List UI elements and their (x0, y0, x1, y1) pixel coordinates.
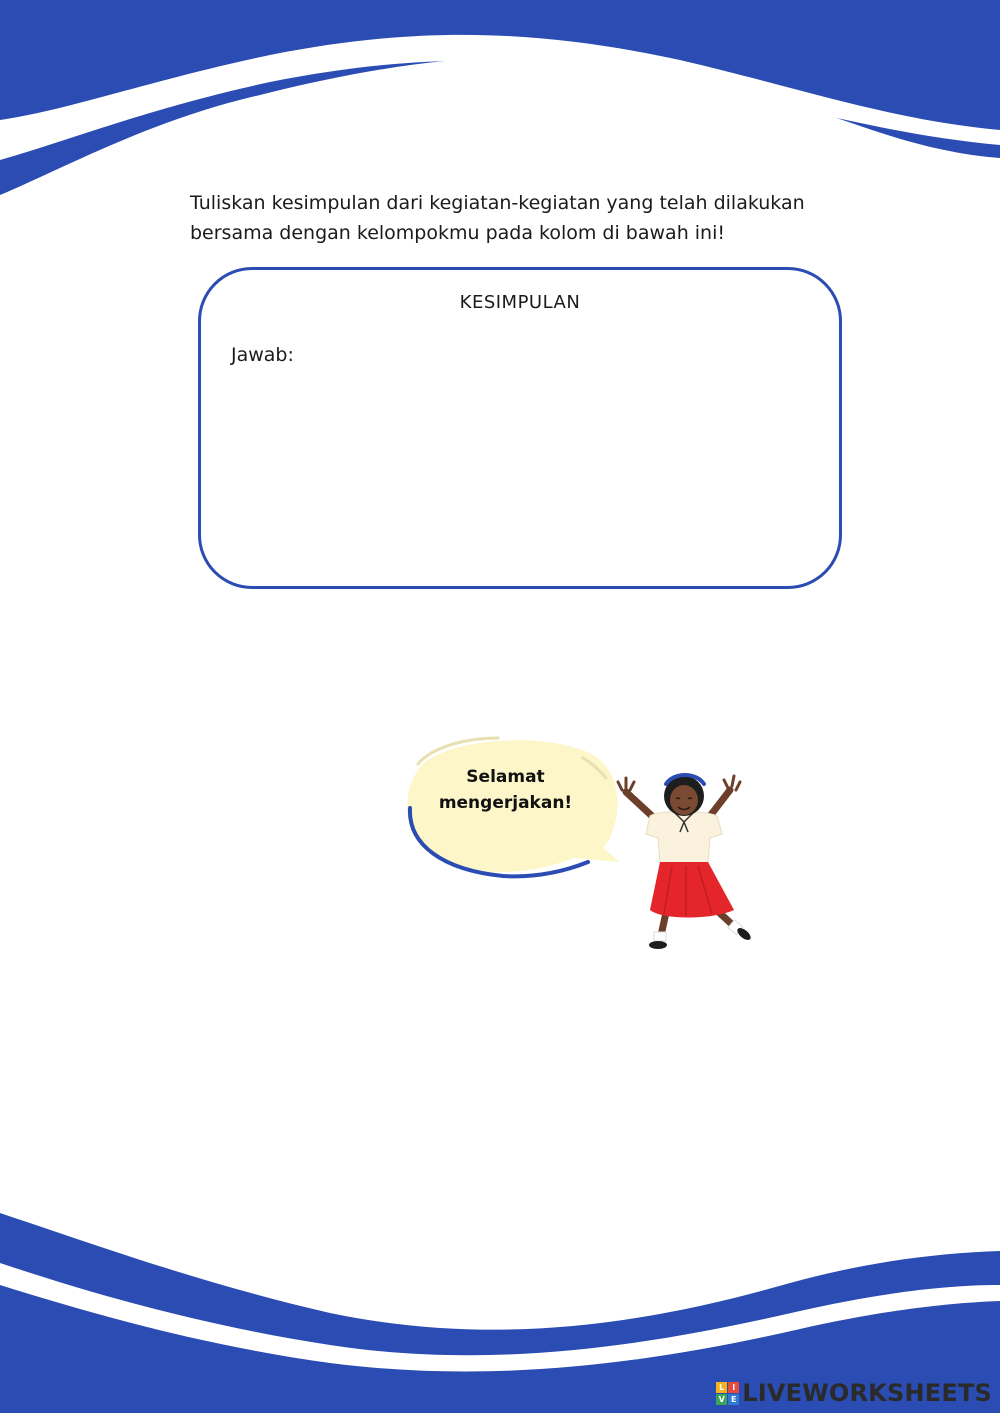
instruction-text (190, 188, 870, 248)
liveworksheets-logo (716, 1379, 992, 1407)
instruction-line-2: bersama dengan kelompokmu pada kolom di bawah ini! (190, 222, 725, 244)
top-wave-decoration (0, 0, 1000, 210)
box-title: KESIMPULAN (459, 292, 581, 313)
speech-line-1: Selamat (466, 767, 545, 787)
girl-illustration (612, 768, 762, 953)
answer-label: Jawab: (231, 344, 294, 366)
conclusion-box (198, 267, 842, 589)
logo-text: LIVEWORKSHEETS (742, 1379, 992, 1407)
answer-field[interactable] (231, 378, 810, 562)
logo-letter: I (728, 1382, 739, 1393)
instruction-line-1: Tuliskan kesimpulan dari kegiatan-kegiatan yang telah dilakukan (190, 192, 805, 214)
speech-bubble-text (418, 764, 593, 816)
logo-letter: V (716, 1394, 727, 1405)
logo-letter: L (716, 1382, 727, 1393)
logo-mark (716, 1382, 739, 1405)
speech-line-2: mengerjakan! (438, 793, 573, 813)
logo-letter: E (728, 1394, 739, 1405)
